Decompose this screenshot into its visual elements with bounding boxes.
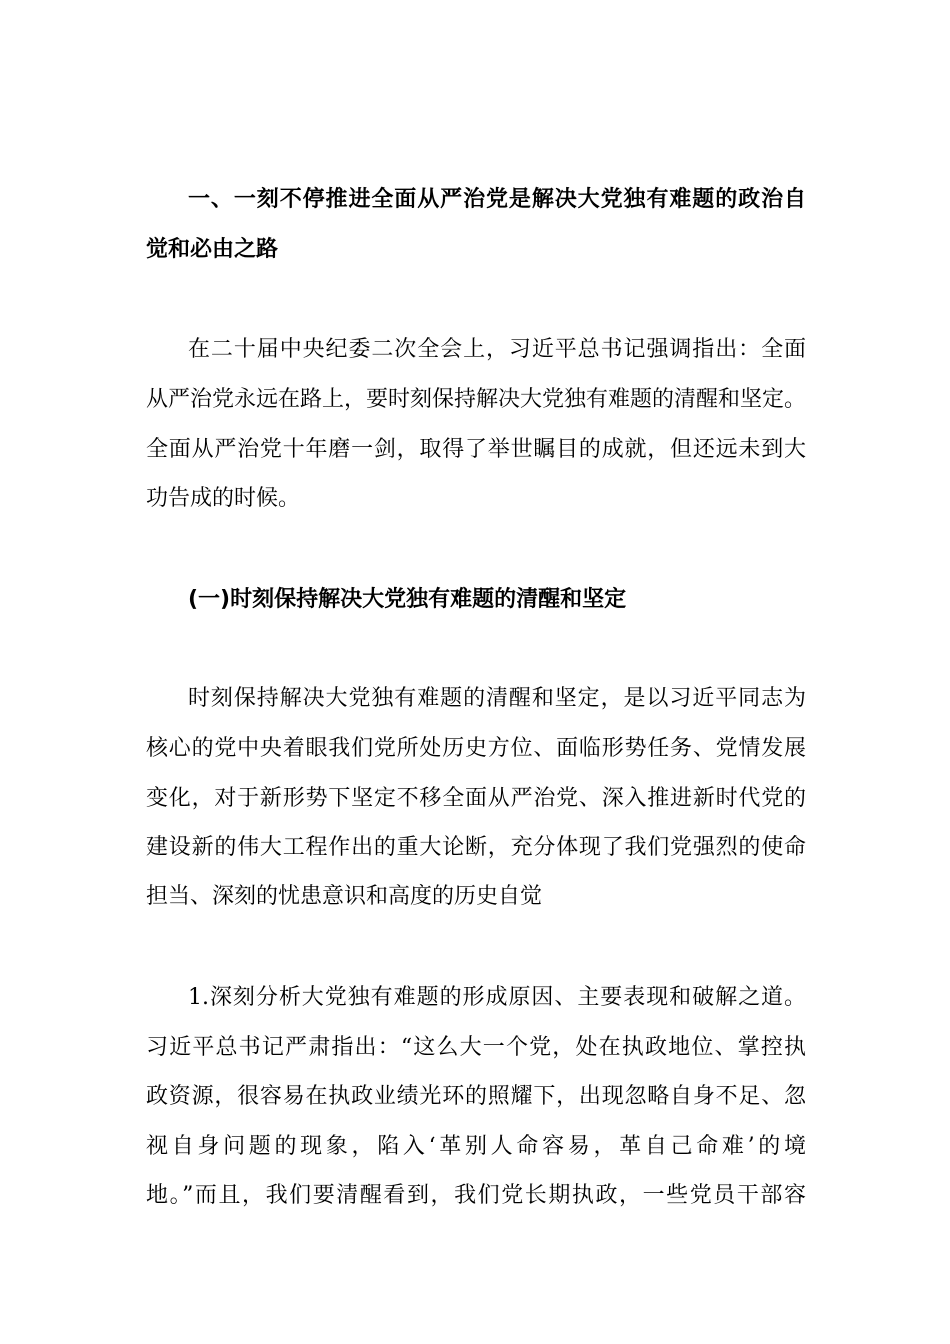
paragraph-1-line-4: 功告成的时候。: [146, 486, 301, 511]
paragraph-2-line-1: 时刻保持解决大党独有难题的清醒和坚定，是以习近平同志为: [188, 686, 806, 711]
paragraph-2-line-2: 核心的党中央着眼我们党所处历史方位、面临形势任务、党情发展: [146, 736, 806, 761]
paragraph-3-line-3: 政资源，很容易在执政业绩光环的照耀下，出现忽略自身不足、忽: [146, 1084, 806, 1109]
paragraph-2-line-3: 变化，对于新形势下坚定不移全面从严治党、深入推进新时代党的: [146, 786, 806, 811]
paragraph-2-line-4: 建设新的伟大工程作出的重大论断，充分体现了我们党强烈的使命: [146, 835, 806, 860]
paragraph-1-line-2: 从严治党永远在路上，要时刻保持解决大党独有难题的清醒和坚定。: [146, 387, 807, 412]
paragraph-1-line-1: 在二十届中央纪委二次全会上，习近平总书记强调指出：全面: [188, 337, 806, 362]
paragraph-1-line-3: 全面从严治党十年磨一剑，取得了举世瞩目的成就，但还远未到大: [146, 437, 806, 462]
paragraph-3-line-5: 地。”而且，我们要清醒看到，我们党长期执政，一些党员干部容: [146, 1183, 806, 1208]
section-heading-line-1: 一、一刻不停推进全面从严治党是解决大党独有难题的政治自: [188, 187, 806, 212]
paragraph-2-line-5: 担当、深刻的忧患意识和高度的历史自觉: [146, 884, 543, 909]
subsection-heading: (一)时刻保持解决大党独有难题的清醒和坚定: [188, 587, 627, 612]
paragraph-3-line-4: 视自身问题的现象，陷入‘革别人命容易，革自己命难’的境: [146, 1134, 806, 1159]
section-heading-line-2: 觉和必由之路: [146, 237, 279, 262]
paragraph-3-line-2: 习近平总书记严肃指出：“这么大一个党，处在执政地位、掌控执: [146, 1035, 806, 1060]
paragraph-3-line-1: 1.深刻分析大党独有难题的形成原因、主要表现和破解之道。: [188, 985, 806, 1010]
